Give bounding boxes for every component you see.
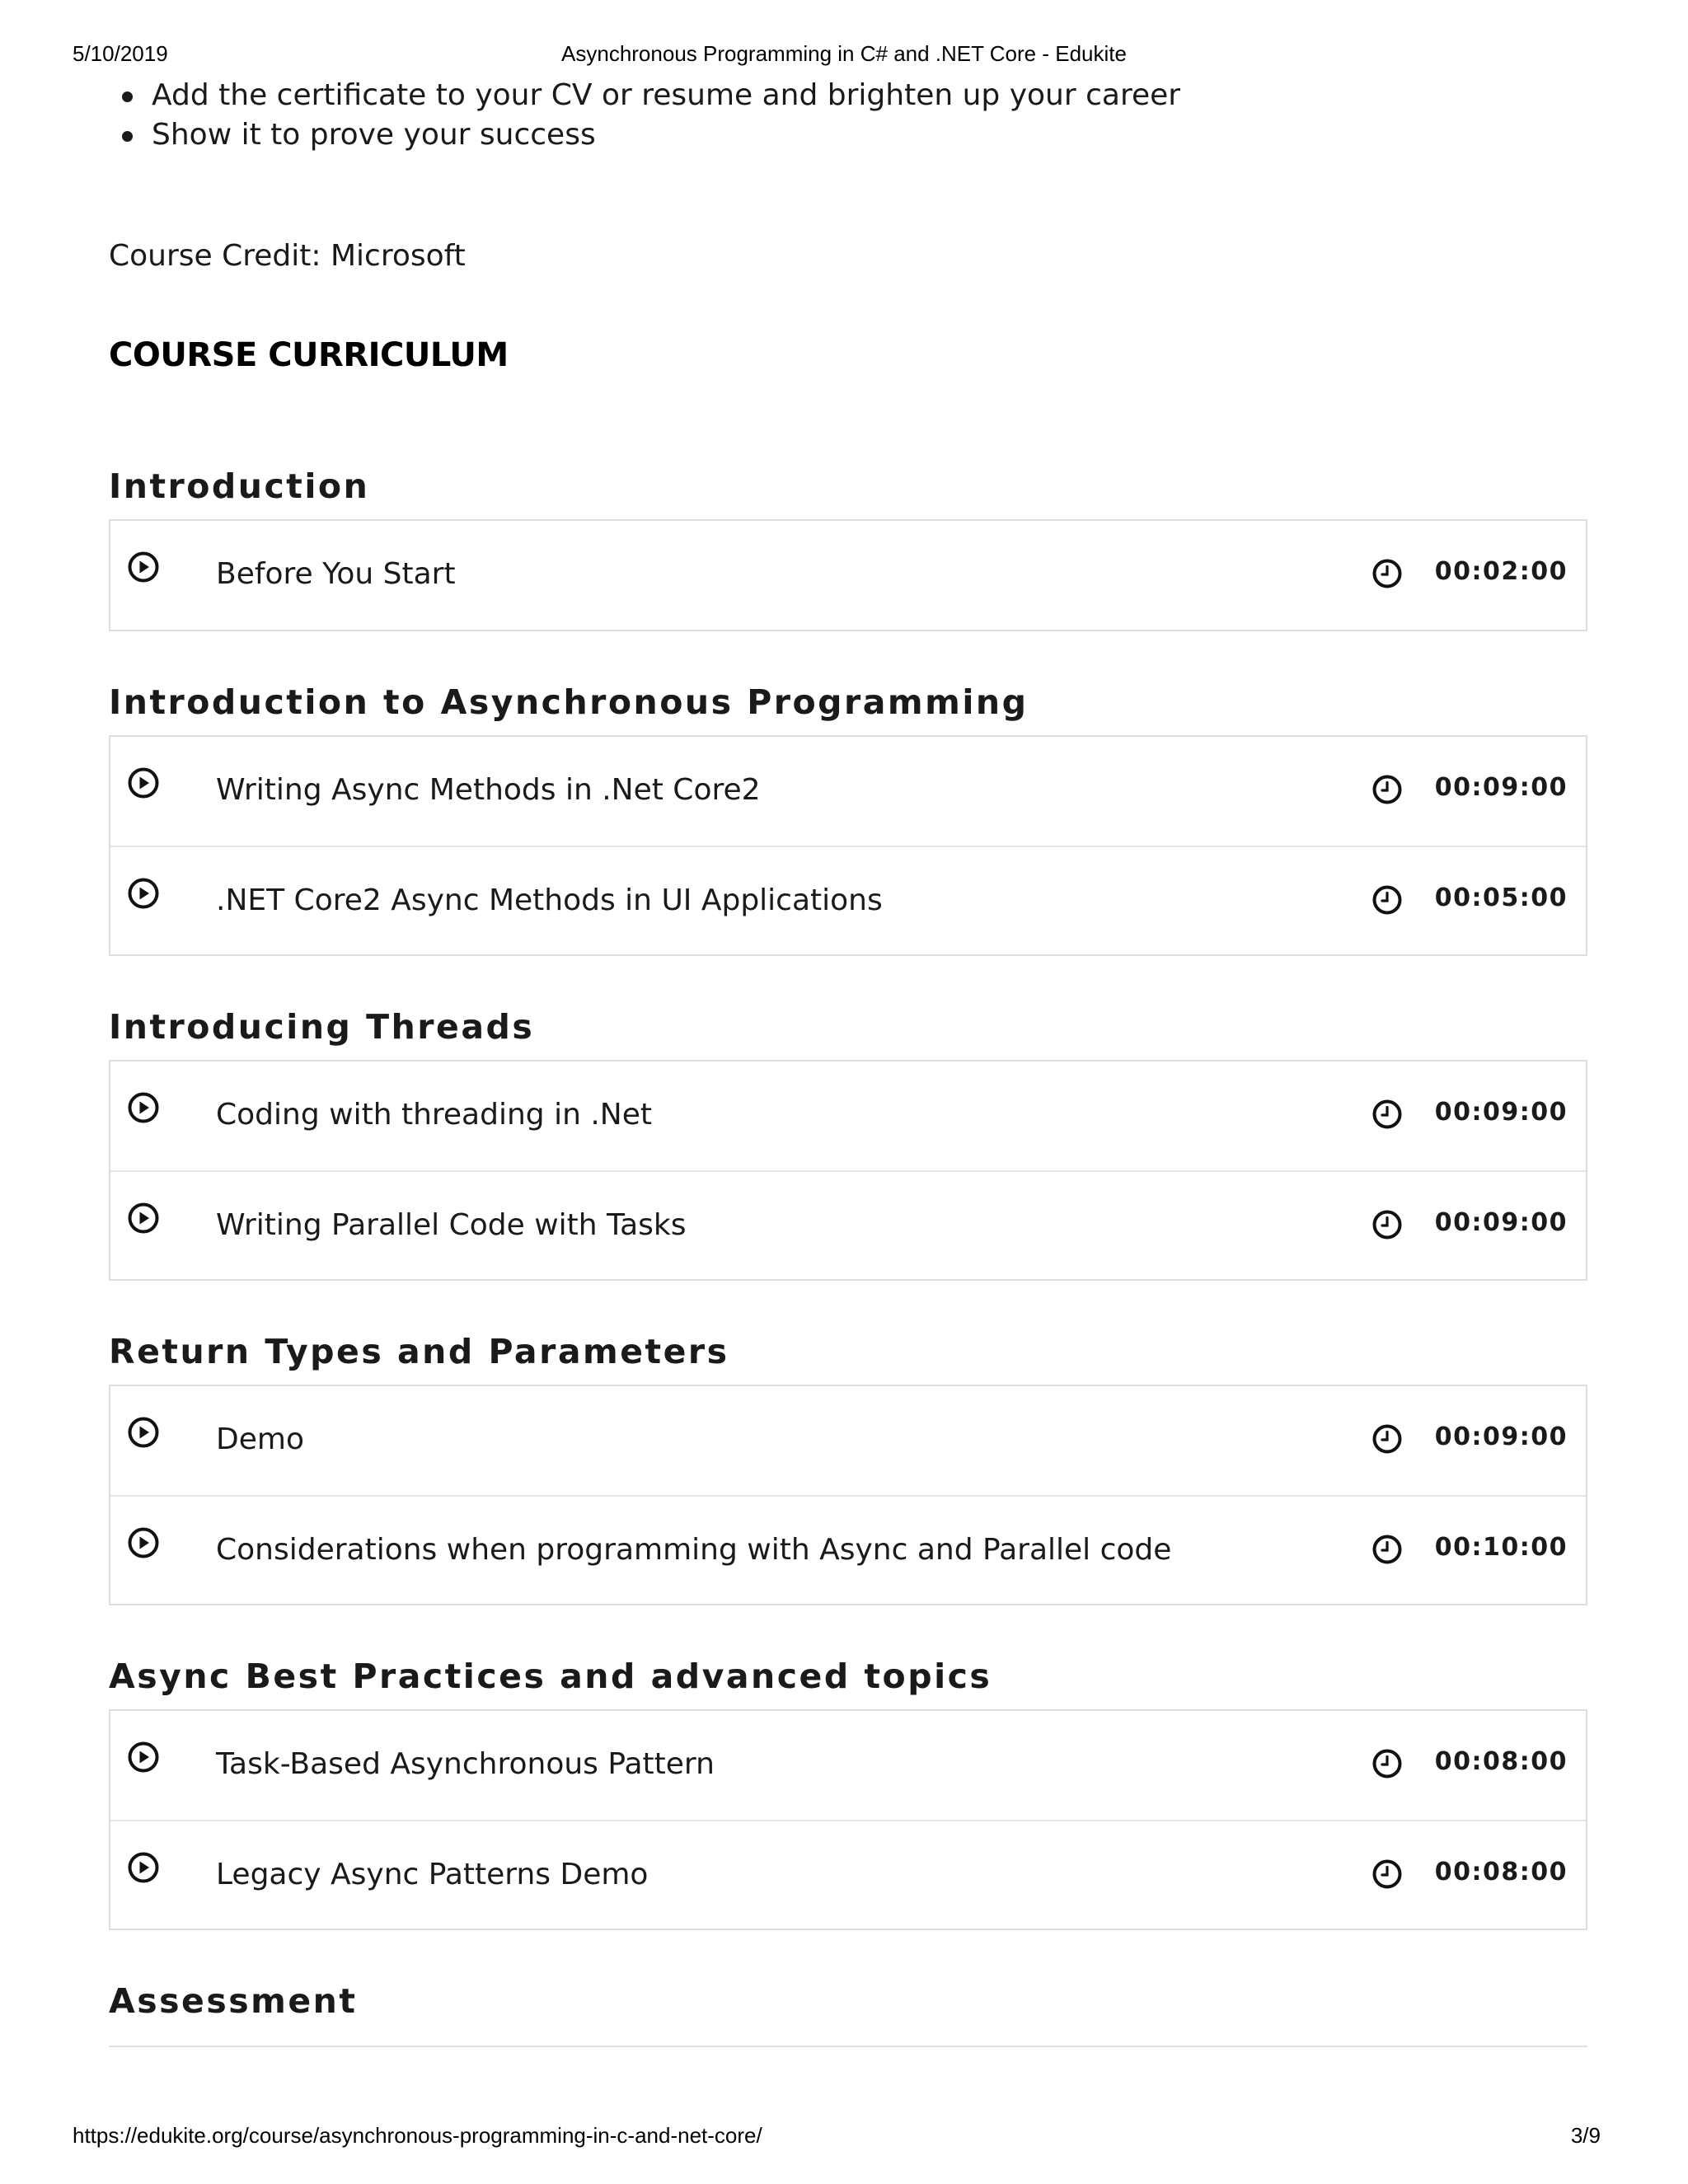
page-number: 3/9 xyxy=(1570,2123,1601,2148)
lesson-duration: 00:09:00 xyxy=(1434,1422,1568,1451)
play-circle-icon xyxy=(127,877,160,910)
lesson-title[interactable]: Coding with threading in .Net xyxy=(216,1098,652,1132)
course-content xyxy=(109,76,1587,2021)
clock-icon xyxy=(1372,1423,1403,1455)
lesson-title[interactable]: Task-Based Asynchronous Pattern xyxy=(216,1747,715,1781)
lesson-row[interactable] xyxy=(110,1386,1586,1495)
clock-icon xyxy=(1372,1099,1403,1130)
lesson-duration: 00:02:00 xyxy=(1434,557,1568,586)
section-title: Introducing Threads xyxy=(109,1007,535,1047)
lesson-row[interactable] xyxy=(110,1495,1586,1604)
lesson-row[interactable] xyxy=(110,1062,1586,1170)
clock-icon xyxy=(1372,558,1403,589)
lesson-duration: 00:10:00 xyxy=(1434,1533,1568,1562)
section-title: Introduction to Asynchronous Programming xyxy=(109,682,1029,722)
lesson-title[interactable]: Writing Parallel Code with Tasks xyxy=(216,1208,687,1242)
clock-icon xyxy=(1372,1534,1403,1565)
lesson-row[interactable] xyxy=(110,1711,1586,1820)
lesson-title[interactable]: Writing Async Methods in .Net Core2 xyxy=(216,773,761,807)
lesson-duration: 00:08:00 xyxy=(1434,1747,1568,1776)
print-footer xyxy=(73,2123,1615,2151)
section-title: Async Best Practices and advanced topics xyxy=(109,1657,992,1696)
lesson-list xyxy=(109,1060,1587,1281)
play-circle-icon xyxy=(127,1202,160,1235)
section-title: Introduction xyxy=(109,466,370,506)
section-title: Return Types and Parameters xyxy=(109,1332,729,1371)
print-page-title: Asynchronous Programming in C# and .NET Core - Edukite xyxy=(561,41,1127,66)
play-circle-icon xyxy=(127,1416,160,1449)
lesson-row[interactable] xyxy=(110,846,1586,954)
lesson-duration: 00:09:00 xyxy=(1434,1098,1568,1127)
lesson-duration: 00:05:00 xyxy=(1434,883,1568,912)
curriculum-sections xyxy=(109,463,1587,2047)
lesson-duration: 00:09:00 xyxy=(1434,773,1568,802)
clock-icon xyxy=(1372,884,1403,916)
lesson-row[interactable] xyxy=(110,737,1586,846)
play-circle-icon xyxy=(127,1741,160,1774)
curriculum-heading: COURSE CURRICULUM xyxy=(109,336,509,374)
lesson-title[interactable]: Considerations when programming with Async and Parallel code xyxy=(216,1533,1172,1567)
lesson-list xyxy=(109,1709,1587,1930)
lesson-duration: 00:08:00 xyxy=(1434,1858,1568,1886)
section-divider xyxy=(109,2046,1587,2047)
lesson-duration: 00:09:00 xyxy=(1434,1208,1568,1237)
lesson-row[interactable] xyxy=(110,1170,1586,1279)
play-circle-icon xyxy=(127,766,160,799)
print-header xyxy=(73,41,1615,69)
course-credit: Course Credit: Microsoft xyxy=(109,239,466,273)
play-circle-icon xyxy=(127,1851,160,1884)
lesson-list xyxy=(109,735,1587,956)
benefit-item: Add the certificate to your CV or resume and brighten up your career xyxy=(152,76,1587,115)
print-date: 5/10/2019 xyxy=(73,41,168,66)
benefits-list xyxy=(109,76,1587,155)
clock-icon xyxy=(1372,774,1403,805)
clock-icon xyxy=(1372,1748,1403,1779)
lesson-list xyxy=(109,1385,1587,1605)
lesson-row[interactable] xyxy=(110,1820,1586,1929)
clock-icon xyxy=(1372,1209,1403,1240)
play-circle-icon xyxy=(127,1526,160,1559)
lesson-list xyxy=(109,519,1587,631)
benefit-item: Show it to prove your success xyxy=(152,115,1587,155)
section-title: Assessment xyxy=(109,1981,358,2021)
lesson-title[interactable]: Legacy Async Patterns Demo xyxy=(216,1858,649,1891)
play-circle-icon xyxy=(127,551,160,583)
clock-icon xyxy=(1372,1858,1403,1890)
lesson-row[interactable] xyxy=(110,521,1586,630)
lesson-title[interactable]: Before You Start xyxy=(216,557,456,591)
play-circle-icon xyxy=(127,1091,160,1124)
lesson-title[interactable]: Demo xyxy=(216,1422,304,1456)
print-url: https://edukite.org/course/asynchronous-programming-in-c-and-net-core/ xyxy=(73,2123,762,2148)
lesson-title[interactable]: .NET Core2 Async Methods in UI Applications xyxy=(216,883,883,917)
